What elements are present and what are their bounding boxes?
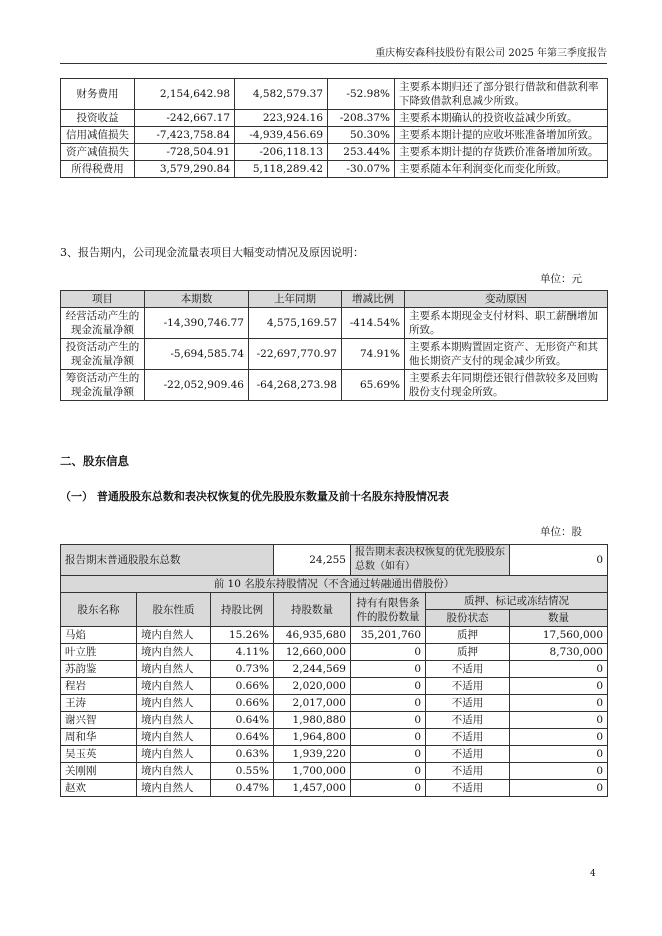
col-restricted: 持有有限售条件的股份数量: [351, 593, 426, 627]
row-prior: -64,268,273.98: [249, 370, 342, 401]
page-header: 重庆梅安森科技股份有限公司 2025 年第三季度报告: [60, 44, 607, 64]
holder-name: 吴玉英: [61, 746, 137, 763]
row-prior: 223,924.16: [235, 110, 328, 127]
holder-count: 0: [510, 780, 608, 797]
col-current: 本期数: [145, 291, 249, 308]
row-reason: 主要系本期确认的投资收益减少所致。: [395, 110, 608, 127]
holder-name: 叶立胜: [61, 644, 137, 661]
table-row: [61, 763, 608, 780]
holder-nature: 境内自然人: [137, 780, 211, 797]
holder-nature: 境内自然人: [137, 695, 211, 712]
row-reason: 主要系随本年利润变化而变化所致。: [395, 161, 608, 178]
col-name: 股东名称: [61, 593, 137, 627]
row-reason: 主要系去年同期偿还银行借款较多及回购股份支付现金所致。: [405, 370, 608, 401]
section3-title: 3、报告期内，公司现金流量表项目大幅变动情况及原因说明：: [60, 246, 364, 259]
holder-ratio: 0.66%: [211, 695, 274, 712]
holder-nature: 境内自然人: [137, 661, 211, 678]
table-row: [61, 678, 608, 695]
row-item: 筹资活动产生的现金流量净额: [61, 370, 145, 401]
col-status: 股份状态: [426, 610, 510, 627]
table-row: [61, 729, 608, 746]
row-item: 信用减值损失: [61, 127, 135, 144]
holder-restricted: 0: [351, 780, 426, 797]
holder-name: 程岩: [61, 678, 137, 695]
table-row: [61, 308, 608, 339]
holder-qty: 1,980,880: [274, 712, 351, 729]
holder-count: 0: [510, 712, 608, 729]
row-prior: 5,118,289.42: [235, 161, 328, 178]
col-nature: 股东性质: [137, 593, 211, 627]
holder-name: 马焰: [61, 627, 137, 644]
holder-restricted: 0: [351, 644, 426, 661]
holder-restricted: 0: [351, 763, 426, 780]
holder-name: 关刚刚: [61, 763, 137, 780]
col-pledge: 质押、标记或冻结情况: [426, 593, 608, 610]
table-row: [61, 627, 608, 644]
table-row: [61, 370, 608, 401]
holder-status: 不适用: [426, 729, 510, 746]
row-current: -22,052,909.46: [145, 370, 249, 401]
section3-unit: 单位：元: [540, 273, 582, 285]
holder-nature: 境内自然人: [137, 627, 211, 644]
holder-qty: 2,244,569: [274, 661, 351, 678]
row-current: -7,423,758.84: [135, 127, 235, 144]
holder-qty: 1,700,000: [274, 763, 351, 780]
col-reason: 变动原因: [405, 291, 608, 308]
holder-name: 苏韵鉴: [61, 661, 137, 678]
page-number: 4: [590, 869, 596, 879]
holder-status: 不适用: [426, 780, 510, 797]
row-current: -728,504.91: [135, 144, 235, 161]
preferred-holders-label: 报告期末表决权恢复的优先股股东总数（如有）: [351, 545, 510, 576]
row-current: 3,579,290.84: [135, 161, 235, 178]
row-item: 投资活动产生的现金流量净额: [61, 339, 145, 370]
row-item: 经营活动产生的现金流量净额: [61, 308, 145, 339]
row-current: -5,694,585.74: [145, 339, 249, 370]
holder-qty: 2,020,000: [274, 678, 351, 695]
holder-restricted: 35,201,760: [351, 627, 426, 644]
holder-status: 不适用: [426, 678, 510, 695]
row-item: 财务费用: [61, 79, 135, 110]
table-row: [61, 695, 608, 712]
row-reason: 主要系本期购置固定资产、无形资产和其他长期资产支付的现金减少所致。: [405, 339, 608, 370]
holder-status: 质押: [426, 644, 510, 661]
holder-count: 0: [510, 678, 608, 695]
holder-qty: 1,939,220: [274, 746, 351, 763]
row-change: 50.30%: [328, 127, 395, 144]
row-item: 所得税费用: [61, 161, 135, 178]
holder-qty: 1,457,000: [274, 780, 351, 797]
row-prior: -22,697,770.97: [249, 339, 342, 370]
row-prior: 4,582,579.37: [235, 79, 328, 110]
col-ratio: 持股比例: [211, 593, 274, 627]
holder-nature: 境内自然人: [137, 712, 211, 729]
holder-ratio: 0.64%: [211, 729, 274, 746]
holder-status: 质押: [426, 627, 510, 644]
table-row: [61, 110, 608, 127]
holder-restricted: 0: [351, 746, 426, 763]
row-reason: 主要系本期计提的存货跌价准备增加所致。: [395, 144, 608, 161]
row-change: -414.54%: [342, 308, 405, 339]
holder-count: 0: [510, 695, 608, 712]
row-change: -30.07%: [328, 161, 395, 178]
row-current: -14,390,746.77: [145, 308, 249, 339]
holder-name: 赵欢: [61, 780, 137, 797]
row-current: 2,154,642.98: [135, 79, 235, 110]
row-change: 74.91%: [342, 339, 405, 370]
holder-status: 不适用: [426, 695, 510, 712]
shareholders-table: [60, 544, 608, 797]
holder-nature: 境内自然人: [137, 746, 211, 763]
table-row: [61, 712, 608, 729]
table-row: [61, 339, 608, 370]
row-reason: 主要系本期计提的应收坏账准备增加所致。: [395, 127, 608, 144]
row-prior: -206,118.13: [235, 144, 328, 161]
holder-status: 不适用: [426, 661, 510, 678]
holder-count: 0: [510, 661, 608, 678]
holder-nature: 境内自然人: [137, 678, 211, 695]
col-item: 项目: [61, 291, 145, 308]
col-count: 数量: [510, 610, 608, 627]
holder-count: 17,560,000: [510, 627, 608, 644]
holder-qty: 12,660,000: [274, 644, 351, 661]
holder-count: 8,730,000: [510, 644, 608, 661]
row-change: -52.98%: [328, 79, 395, 110]
table-row: [61, 644, 608, 661]
subsection1-title: （一） 普通股股东总数和表决权恢复的优先股股东数量及前十名股东持股情况表: [60, 490, 449, 503]
holder-ratio: 0.55%: [211, 763, 274, 780]
table-row: [61, 746, 608, 763]
holder-count: 0: [510, 746, 608, 763]
holder-name: 王涛: [61, 695, 137, 712]
holder-count: 0: [510, 763, 608, 780]
subsection1-unit: 单位：股: [540, 526, 582, 538]
holder-status: 不适用: [426, 712, 510, 729]
table-row: [61, 780, 608, 797]
holder-restricted: 0: [351, 712, 426, 729]
row-change: 65.69%: [342, 370, 405, 401]
income-change-table: [60, 78, 608, 178]
col-change: 增减比例: [342, 291, 405, 308]
holder-ratio: 0.47%: [211, 780, 274, 797]
holder-qty: 1,964,800: [274, 729, 351, 746]
holder-ratio: 0.64%: [211, 712, 274, 729]
common-holders-label: 报告期末普通股股东总数: [61, 545, 274, 576]
holder-ratio: 0.66%: [211, 678, 274, 695]
row-change: -208.37%: [328, 110, 395, 127]
table-row: [61, 79, 608, 110]
table-row: [61, 144, 608, 161]
holder-restricted: 0: [351, 729, 426, 746]
preferred-holders-value: 0: [510, 545, 608, 576]
holder-qty: 2,017,000: [274, 695, 351, 712]
holder-restricted: 0: [351, 695, 426, 712]
common-holders-value: 24,255: [274, 545, 351, 576]
holder-qty: 46,935,680: [274, 627, 351, 644]
holder-restricted: 0: [351, 661, 426, 678]
row-item: 资产减值损失: [61, 144, 135, 161]
holder-status: 不适用: [426, 763, 510, 780]
holder-name: 谢兴智: [61, 712, 137, 729]
row-prior: 4,575,169.57: [249, 308, 342, 339]
holder-status: 不适用: [426, 746, 510, 763]
holder-ratio: 0.73%: [211, 661, 274, 678]
holder-ratio: 0.63%: [211, 746, 274, 763]
row-item: 投资收益: [61, 110, 135, 127]
col-prior: 上年同期: [249, 291, 342, 308]
top10-title: 前 10 名股东持股情况（不含通过转融通出借股份）: [61, 576, 608, 593]
cashflow-change-table: [60, 290, 608, 401]
holder-nature: 境内自然人: [137, 644, 211, 661]
holder-nature: 境内自然人: [137, 763, 211, 780]
row-reason: 主要系本期归还了部分银行借款和借款利率下降致借款利息减少所致。: [395, 79, 608, 110]
row-change: 253.44%: [328, 144, 395, 161]
holder-ratio: 4.11%: [211, 644, 274, 661]
section2-title: 二、股东信息: [60, 454, 129, 468]
row-prior: -4,939,456.69: [235, 127, 328, 144]
col-qty: 持股数量: [274, 593, 351, 627]
row-current: -242,667.17: [135, 110, 235, 127]
holder-count: 0: [510, 729, 608, 746]
table-row: [61, 127, 608, 144]
holder-name: 周和华: [61, 729, 137, 746]
holder-ratio: 15.26%: [211, 627, 274, 644]
table-row: [61, 161, 608, 178]
row-reason: 主要系本期现金支付材料、职工薪酬增加所致。: [405, 308, 608, 339]
table-row: [61, 661, 608, 678]
holder-nature: 境内自然人: [137, 729, 211, 746]
holder-restricted: 0: [351, 678, 426, 695]
